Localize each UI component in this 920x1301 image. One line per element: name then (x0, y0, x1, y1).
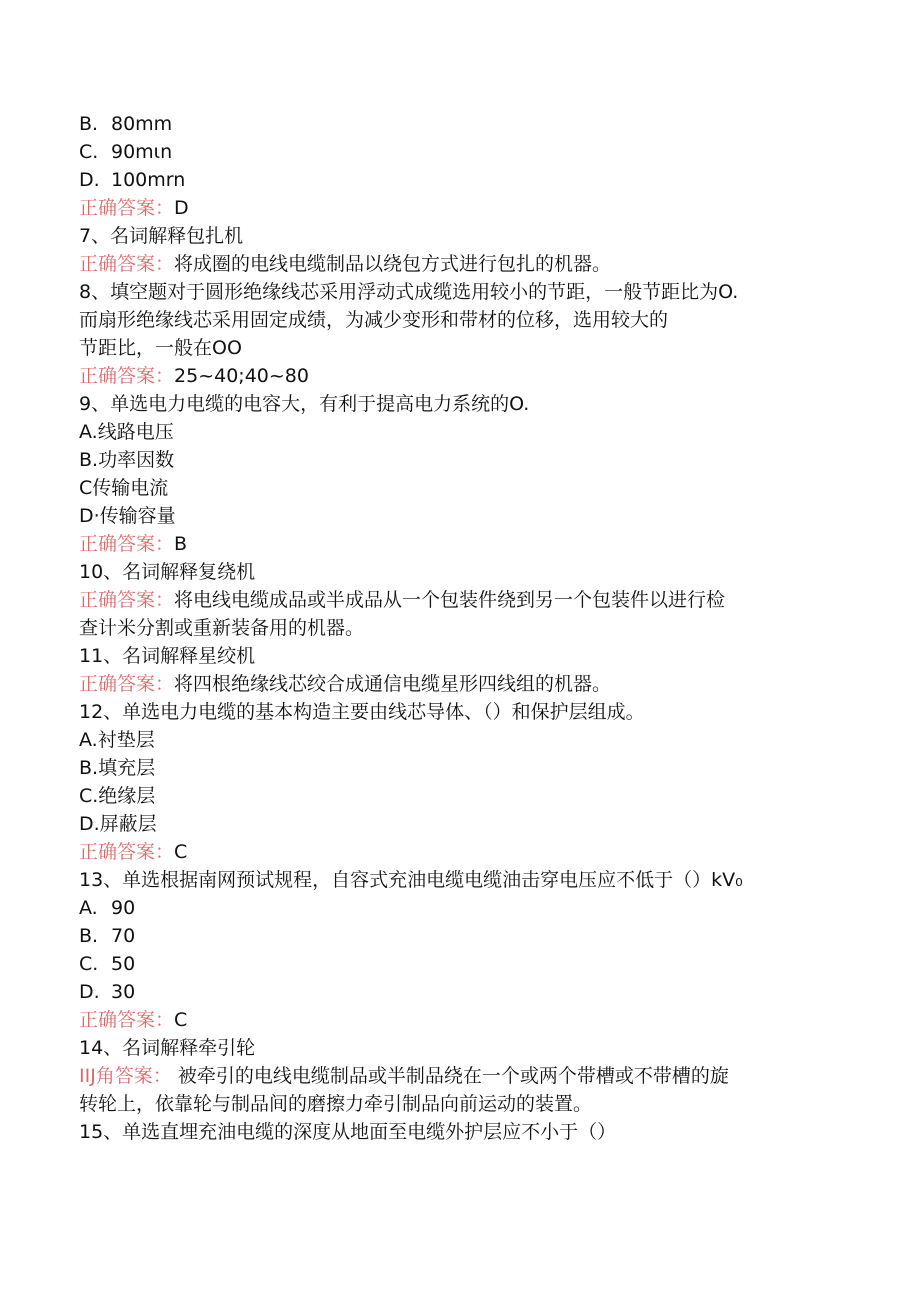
answer-line (79, 251, 611, 277)
answer-label: IIJ角答案： (79, 1065, 172, 1087)
option-line (79, 167, 185, 193)
question-line: 12、单选电力电缆的基本构造主要由线芯导体、（）和保护层组成。 (79, 701, 645, 723)
answer-text: D (174, 197, 189, 219)
option-letter: C. (79, 953, 99, 975)
answer-label: 正确答案： (79, 533, 175, 555)
answer-label: 正确答案： (79, 1009, 175, 1031)
answer-line (79, 363, 309, 389)
option-letter: A. (79, 897, 98, 919)
option-line (79, 139, 172, 165)
answer-text: B (174, 533, 188, 555)
question-line: 13、单选根据南网预试规程，自容式充油电缆电缆油击穿电压应不低于（）kV₀ (79, 869, 743, 891)
answer-text: 将成圈的电线电缆制品以绕包方式进行包扎的机器。 (174, 253, 612, 275)
option-line: B.功率因数 (79, 449, 175, 471)
answer-label: 正确答案： (79, 841, 175, 863)
option-text: 80mm (111, 113, 173, 135)
option-letter: B. (79, 113, 99, 135)
option-text: 100mrn (111, 169, 186, 191)
option-text: 50 (111, 953, 136, 975)
option-letter: D. (79, 981, 100, 1003)
option-letter: B. (79, 925, 99, 947)
answer-line (79, 839, 187, 865)
option-line: C.绝缘层 (79, 785, 156, 807)
question-line: 7、名词解释包扎机 (79, 225, 244, 247)
question-line: 10、名词解释复绕机 (79, 561, 256, 583)
question-line: 11、名词解释星绞机 (79, 645, 256, 667)
answer-line (79, 671, 611, 697)
option-text: 70 (111, 925, 136, 947)
answer-text: C (174, 841, 188, 863)
option-letter: C. (79, 141, 99, 163)
option-line: C传输电流 (79, 477, 169, 499)
option-line (79, 895, 135, 921)
answer-text: 将电线电缆成品或半成品从一个包装件绕到另一个包装件以进行检 (174, 589, 726, 611)
option-text: 90 (111, 897, 136, 919)
question-line: 9、单选电力电缆的电容大，有利于提高电力系统的O. (79, 393, 530, 415)
answer-line (79, 195, 189, 221)
option-line: A.衬垫层 (79, 729, 155, 751)
question-line: 而扇形绝缘线芯采用固定成绩，为减少变形和带材的位移，选用较大的 (79, 309, 669, 331)
option-letter: D. (79, 169, 100, 191)
question-line: 14、名词解释牵引轮 (79, 1037, 256, 1059)
question-line: 节距比，一般在OO (79, 337, 242, 359)
option-line (79, 979, 135, 1005)
answer-line (79, 531, 187, 557)
option-line: B.填充层 (79, 757, 156, 779)
answer-label: 正确答案： (79, 673, 175, 695)
answer-label: 正确答案： (79, 589, 175, 611)
answer-continuation: 转轮上，依靠轮与制品间的磨擦力牵引制品向前运动的装置。 (79, 1093, 593, 1115)
answer-text: C (174, 1009, 188, 1031)
answer-label: 正确答案： (79, 197, 175, 219)
answer-line (79, 1007, 187, 1033)
answer-line (79, 1063, 729, 1089)
option-line: A.线路电压 (79, 421, 174, 443)
answer-label: 正确答案： (79, 253, 175, 275)
answer-label: 正确答案： (79, 365, 175, 387)
answer-text: 将四根绝缘线芯绞合成通信电缆星形四线组的机器。 (174, 673, 612, 695)
answer-line (79, 587, 725, 613)
option-text: 90mιn (111, 141, 173, 163)
option-text: 30 (111, 981, 136, 1003)
question-line: 15、单选直埋充油电缆的深度从地面至电缆外护层应不小于（） (79, 1121, 617, 1143)
option-line: D.屏蔽层 (79, 813, 157, 835)
option-line (79, 111, 172, 137)
question-line: 8、填空题对于圆形绝缘线芯采用浮动式成缆选用较小的节距，一般节距比为O. (79, 281, 739, 303)
option-line (79, 951, 135, 977)
answer-text: 被牵引的电线电缆制品或半制品绕在一个或两个带槽或不带槽的旋 (171, 1065, 729, 1087)
answer-continuation: 查计米分割或重新装备用的机器。 (79, 617, 365, 639)
option-line: D·传输容量 (79, 505, 176, 527)
answer-text: 25~40;40~80 (174, 365, 309, 387)
option-line (79, 923, 135, 949)
